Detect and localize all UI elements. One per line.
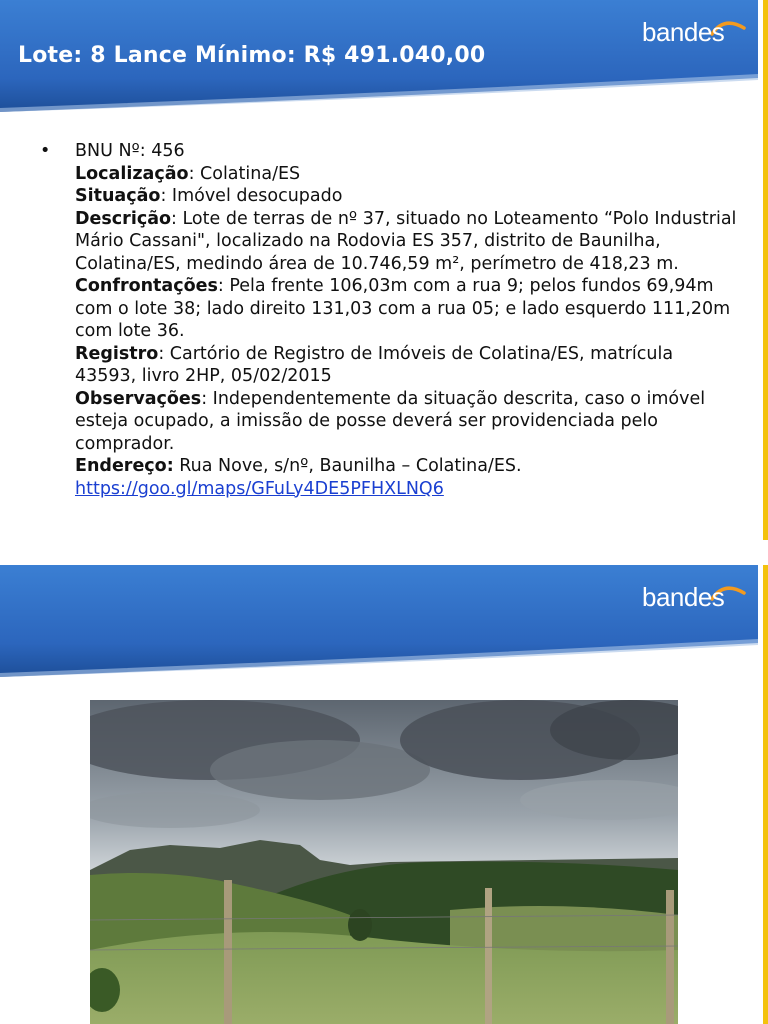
descricao-value: : Lote de terras de nº 37, situado no Loteamento “Polo Industrial Mário Cassani", localizado na Rodovia ES 357, distrito de Baunilha, Colatina/ES, medindo área de 10.746,59 m², perímetro de 418,23 m. (75, 208, 737, 274)
logo-text: bandes (642, 17, 725, 47)
bnu-number: BNU Nº: 456 (75, 141, 185, 161)
accent-bar (763, 565, 768, 1024)
confrontacoes-line (75, 275, 738, 343)
descricao-label: Descrição (75, 208, 172, 229)
property-photo (90, 700, 678, 1024)
observacoes-value: : Independentemente da situação descrita, caso o imóvel esteja ocupado, a imissão de posse deverá ser providenciada pelo comprador. (75, 388, 706, 454)
endereco-line (75, 455, 738, 478)
endereco-value: Rua Nove, s/nº, Baunilha – Colatina/ES. (173, 456, 522, 476)
situacao-line (75, 185, 738, 208)
confrontacoes-value: : Pela frente 106,03m com a rua 9; pelos fundos 69,94m com o lote 38; lado direito 131,03 com a rua 05; e lado esquerdo 111,20m com lote 36. (75, 276, 731, 341)
registro-line (75, 343, 738, 388)
lot-details (40, 140, 738, 500)
map-link[interactable]: https://goo.gl/maps/GFuLy4DE5PFHXLNQ6 (75, 478, 444, 499)
descricao-line (75, 208, 738, 276)
accent-bar (763, 0, 768, 540)
slide-2 (0, 565, 768, 1024)
registro-label: Registro (75, 343, 159, 364)
bandes-logo (642, 14, 752, 54)
situacao-value: : Imóvel desocupado (160, 186, 343, 206)
lot-title: Lote: 8 Lance Mínimo: R$ 491.040,00 (18, 43, 486, 68)
slide-gap (0, 540, 768, 565)
localizacao-line (75, 163, 738, 186)
confrontacoes-label: Confrontações (75, 276, 218, 296)
endereco-label: Endereço: (75, 456, 174, 476)
bullet: • (40, 141, 51, 161)
registro-value: : Cartório de Registro de Imóveis de Colatina/ES, matrícula 43593, livro 2HP, 05/02/2015 (75, 343, 674, 386)
localizacao-label: Localização (75, 163, 189, 184)
observacoes-label: Observações (75, 388, 202, 409)
logo-text: bandes (642, 582, 725, 612)
situacao-label: Situação (75, 186, 161, 206)
observacoes-line (75, 388, 738, 456)
localizacao-value: : Colatina/ES (188, 163, 301, 184)
bandes-logo (642, 579, 752, 619)
